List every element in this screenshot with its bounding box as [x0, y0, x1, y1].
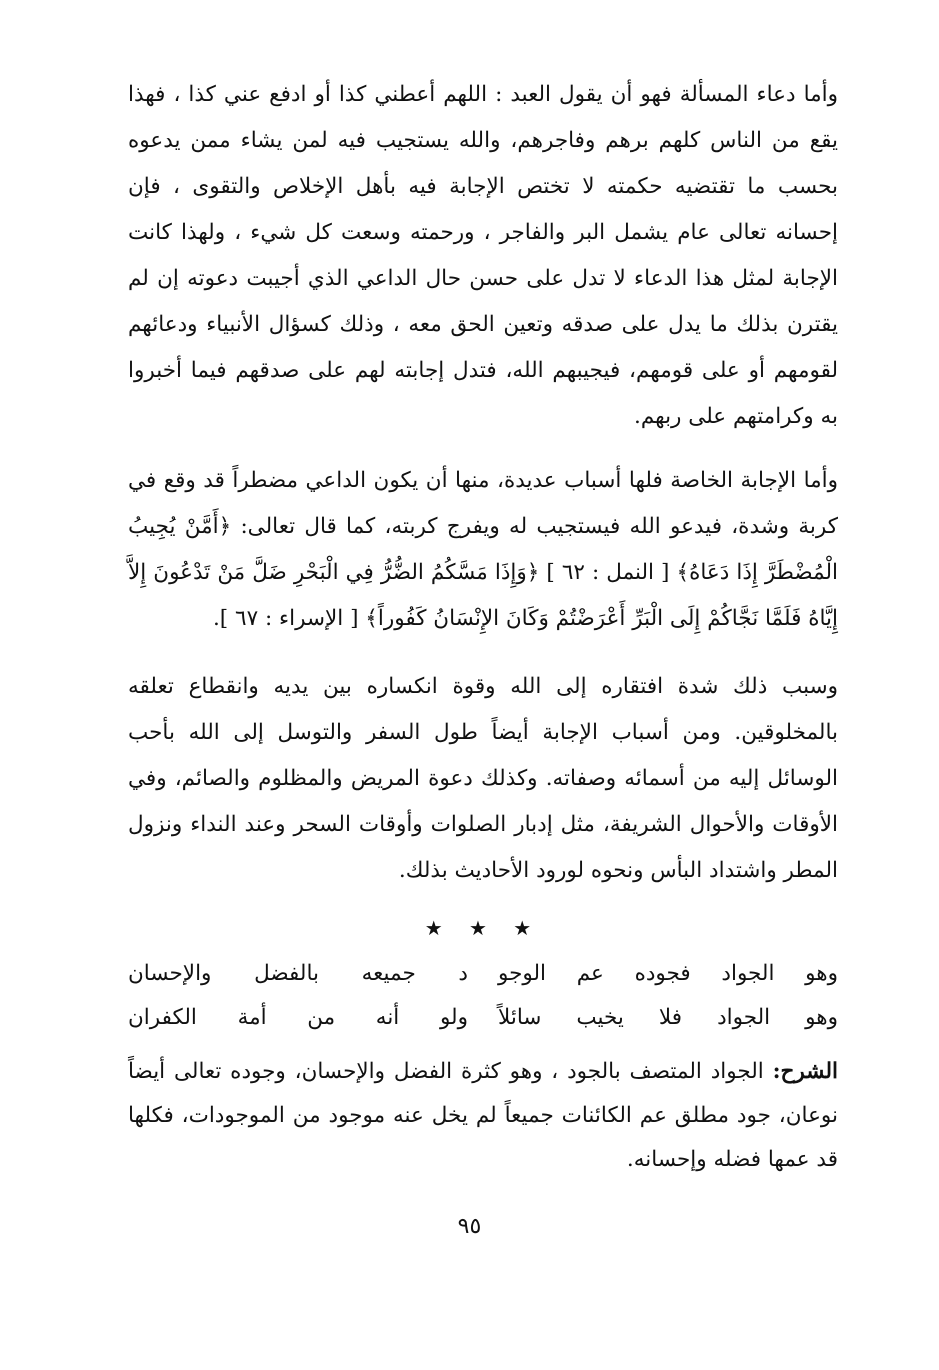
- verse-line: [128, 996, 838, 1040]
- commentary-paragraph: [128, 1050, 838, 1182]
- paragraph-reasons-for-answer: وسبب ذلك شدة افتقاره إلى الله وقوة انكساره بين يديه وانقطاع تعلقه بالمخلوقين. ومن أسباب الإجابة أيضاً طول السفر والتوسل إلى الله بأحب الوسائل إليه من أسمائه وصفاته. وكذلك دعوة المريض والمظلوم والصائم، وفي الأوقات والأحوال الشريفة، مثل إدبار الصلوات وأوقات السحر وعند النداء ونزول المطر واشتداد البأس ونحوه لورود الأحاديث بذلك.: [128, 674, 838, 883]
- verse-line: [128, 952, 838, 996]
- paragraph-special-answer: وأما الإجابة الخاصة فلها أسباب عديدة، منها أن يكون الداعي مضطراً قد وقع في كربة وشدة، فيدعو الله فيستجيب له ويفرج كربته، كما قال تعالى: ﴿أَمَّنْ يُجِيبُ الْمُضْطَرَّ إِذَا دَعَاهُ﴾ [ النمل : ٦٢ ] ﴿وَإِذَا مَسَّكُمُ الضُّرُّ فِي الْبَحْرِ ضَلَّ مَنْ تَدْعُونَ إِلاَّ إِيَّاهُ فَلَمَّا نَجَّاكُمْ إِلَى الْبَرِّ أَعْرَضْتُمْ وَكَانَ الإِنْسَانُ كَفُوراً﴾ [ الإسراء : ٦٧ ].: [128, 468, 839, 631]
- commentary-text: الجواد المتصف بالجود ، وهو كثرة الفضل والإحسان، وجوده تعالى أيضاً نوعان، جود مطلق عم الكائنات جميعاً لم يخل عنه موجود من الموجودات، فكلها قد عمها فضله وإحسانه.: [128, 1059, 838, 1172]
- poem-verses: [128, 952, 838, 1040]
- verse-first-hemistich: وهو الجواد فجوده عم الوجو: [498, 961, 838, 986]
- page-body: [128, 72, 838, 1204]
- verse-second-hemistich: د جميعه بالفضل والإحسان: [128, 961, 468, 986]
- verse-second-hemistich: ولو أنه من أمة الكفران: [128, 1005, 468, 1030]
- page-number: ٩٥: [457, 1214, 482, 1239]
- paragraph-supplication-request: وأما دعاء المسألة فهو أن يقول العبد : اللهم أعطني كذا أو ادفع عني كذا ، فهذا يقع من الناس كلهم برهم وفاجرهم، والله يستجيب فيه لمن يشاء ممن يدعوه بحسب ما تقتضيه حكمته لا تختص الإجابة فيه بأهل الإخلاص والتقوى ، فإن إحسانه تعالى عام يشمل البر والفاجر ، ورحمته وسعت كل شيء ، ولهذا كانت الإجابة لمثل هذا الدعاء لا تدل على حسن حال الداعي الذي أجيبت دعوته إن لم يقترن بذلك ما يدل على صدقه وتعين الحق معه ، وذلك كسؤال الأنبياء ودعائهم لقومهم أو على قومهم، فيجيبهم الله، فتدل إجابته لهم على صدقهم فيما أخبروا به وكرامتهم على ربهم.: [128, 82, 838, 429]
- verse-first-hemistich: وهو الجواد فلا يخيب سائلاً: [498, 1005, 838, 1030]
- commentary-label: الشرح:: [772, 1059, 838, 1084]
- section-separator: ★ ★ ★: [424, 916, 542, 940]
